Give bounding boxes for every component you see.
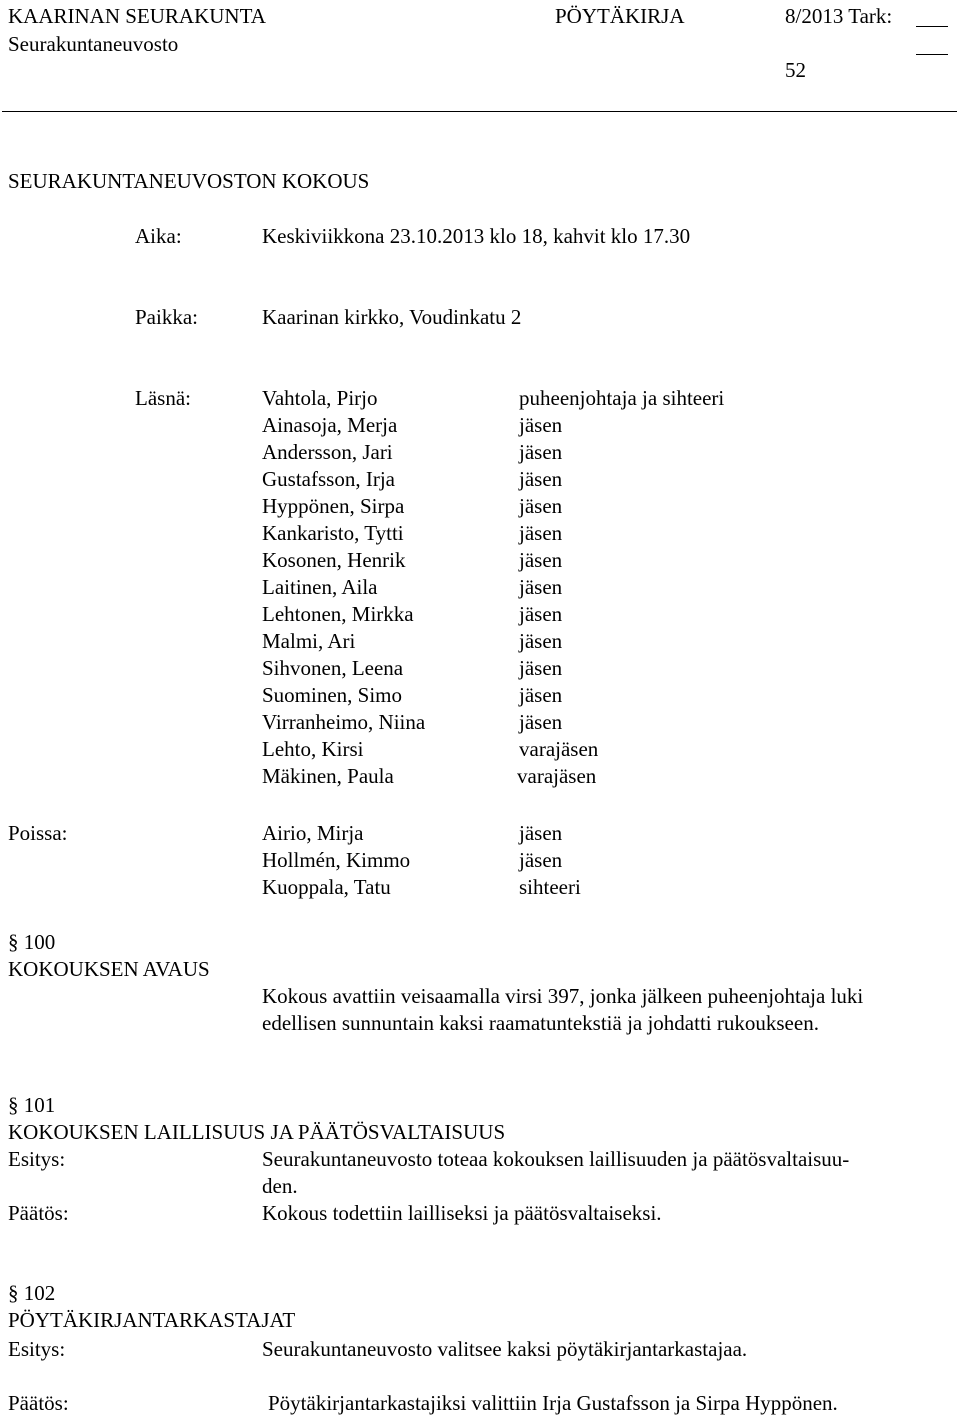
proposal-text: Seurakuntaneuvosto valitsee kaksi pöytäkirjantarkastajaa. xyxy=(262,1337,748,1361)
proposal-text: den. xyxy=(262,1174,298,1198)
section-title: KOKOUKSEN AVAUS xyxy=(8,957,210,981)
body-name: Seurakuntaneuvosto xyxy=(8,32,179,56)
section-title: PÖYTÄKIRJANTARKASTAJAT xyxy=(8,1308,296,1332)
section-text: Kokous avattiin veisaamalla virsi 397, jonka jälkeen puheenjohtaja luki xyxy=(262,984,864,1008)
member-role: jäsen xyxy=(519,467,563,491)
member-name: Sihvonen, Leena xyxy=(262,656,404,680)
member-role: jäsen xyxy=(519,521,563,545)
document-type: PÖYTÄKIRJA xyxy=(555,4,685,28)
member-name: Lehto, Kirsi xyxy=(262,737,364,761)
header-divider xyxy=(2,111,957,112)
member-role: varajäsen xyxy=(517,764,597,788)
member-name: Kosonen, Henrik xyxy=(262,548,406,572)
org-name: KAARINAN SEURAKUNTA xyxy=(8,4,266,28)
member-name: Andersson, Jari xyxy=(262,440,393,464)
member-name: Hollmén, Kimmo xyxy=(262,848,411,872)
section-number: § 100 xyxy=(8,930,56,954)
member-role: varajäsen xyxy=(519,737,599,761)
member-role: jäsen xyxy=(519,848,563,872)
member-role: jäsen xyxy=(519,494,563,518)
time-label: Aika: xyxy=(135,224,182,248)
member-name: Laitinen, Aila xyxy=(262,575,378,599)
absent-label: Poissa: xyxy=(8,821,68,845)
proposal-text: Seurakuntaneuvosto toteaa kokouksen laillisuuden ja päätösvaltaisuu- xyxy=(262,1147,850,1171)
member-name: Malmi, Ari xyxy=(262,629,356,653)
member-name: Hyppönen, Sirpa xyxy=(262,494,405,518)
page-number: 52 xyxy=(785,58,806,82)
member-name: Ainasoja, Merja xyxy=(262,413,398,437)
review-blank-line xyxy=(916,26,948,27)
member-name: Suominen, Simo xyxy=(262,683,403,707)
time-value: Keskiviikkona 23.10.2013 klo 18, kahvit klo 17.30 xyxy=(262,224,691,248)
member-role: puheenjohtaja ja sihteeri xyxy=(519,386,725,410)
place-value: Kaarinan kirkko, Voudinkatu 2 xyxy=(262,305,522,329)
decision-text: Pöytäkirjantarkastajiksi valittiin Irja Gustafsson ja Sirpa Hyppönen. xyxy=(268,1391,838,1415)
member-name: Kuoppala, Tatu xyxy=(262,875,391,899)
section-number: § 102 xyxy=(8,1281,56,1305)
member-role: sihteeri xyxy=(519,875,581,899)
place-label: Paikka: xyxy=(135,305,198,329)
member-role: jäsen xyxy=(519,629,563,653)
member-name: Gustafsson, Irja xyxy=(262,467,395,491)
member-role: jäsen xyxy=(519,683,563,707)
member-role: jäsen xyxy=(519,821,563,845)
member-name: Kankaristo, Tytti xyxy=(262,521,404,545)
proposal-label: Esitys: xyxy=(8,1147,66,1171)
member-name: Lehtonen, Mirkka xyxy=(262,602,414,626)
review-blank-line-2 xyxy=(916,54,948,55)
decision-label: Päätös: xyxy=(8,1391,69,1415)
member-role: jäsen xyxy=(519,440,563,464)
present-label: Läsnä: xyxy=(135,386,191,410)
section-number: § 101 xyxy=(8,1093,56,1117)
section-title: KOKOUKSEN LAILLISUUS JA PÄÄTÖSVALTAISUUS xyxy=(8,1120,506,1144)
member-name: Airio, Mirja xyxy=(262,821,364,845)
document-number: 8/2013 Tark: xyxy=(785,4,893,28)
decision-label: Päätös: xyxy=(8,1201,69,1225)
member-role: jäsen xyxy=(519,548,563,572)
member-name: Mäkinen, Paula xyxy=(262,764,394,788)
member-role: jäsen xyxy=(519,710,563,734)
section-text: edellisen sunnuntain kaksi raamatuntekstiä ja johdatti rukoukseen. xyxy=(262,1011,819,1035)
member-role: jäsen xyxy=(519,602,563,626)
decision-text: Kokous todettiin lailliseksi ja päätösvaltaiseksi. xyxy=(262,1201,662,1225)
member-role: jäsen xyxy=(519,575,563,599)
proposal-label: Esitys: xyxy=(8,1337,66,1361)
meeting-title: SEURAKUNTANEUVOSTON KOKOUS xyxy=(8,169,370,193)
member-role: jäsen xyxy=(519,413,563,437)
member-name: Virranheimo, Niina xyxy=(262,710,426,734)
member-role: jäsen xyxy=(519,656,563,680)
member-name: Vahtola, Pirjo xyxy=(262,386,378,410)
